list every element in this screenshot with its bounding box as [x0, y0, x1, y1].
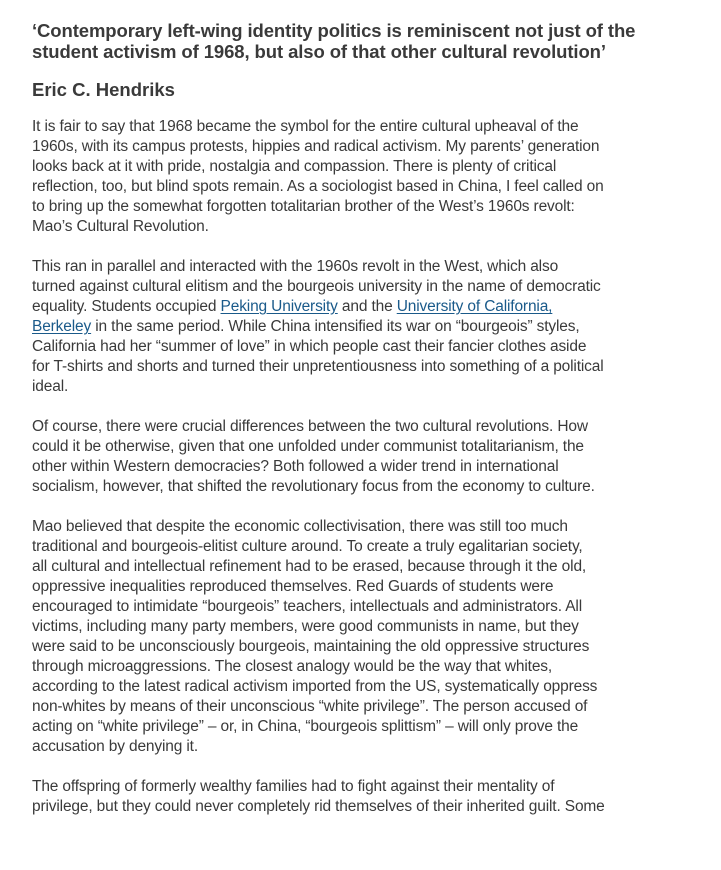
- paragraph-line: The offspring of formerly wealthy families had to fight against their mentality of: [32, 778, 555, 795]
- paragraph-3: [32, 417, 700, 497]
- paragraph-line: were said to be unconsciously bourgeois, maintaining the old oppressive structures: [32, 638, 590, 655]
- paragraph-line: It is fair to say that 1968 became the symbol for the entire cultural upheaval of the: [32, 118, 579, 135]
- article: [32, 20, 700, 817]
- paragraph-1: [32, 117, 700, 237]
- paragraph-line: This ran in parallel and interacted with the 1960s revolt in the West, which also: [32, 258, 559, 275]
- uc-berkeley-link[interactable]: University of California,: [396, 298, 553, 315]
- paragraph-line: non-whites by means of their unconscious “white privilege”. The person accused of: [32, 698, 588, 715]
- headline-line: student activism of 1968, but also of that other cultural revolution’: [32, 41, 606, 62]
- paragraph-4: [32, 517, 700, 757]
- paragraph-line: [32, 317, 700, 337]
- paragraph-line: looks back at it with pride, nostalgia and compassion. There is plenty of critical: [32, 158, 557, 175]
- paragraph-5: [32, 777, 700, 817]
- paragraph-line: encouraged to intimidate “bourgeois” teachers, intellectuals and administrators. All: [32, 598, 583, 615]
- paragraph-line: according to the latest radical activism imported from the US, systematically oppress: [32, 678, 598, 695]
- paragraph-2: [32, 257, 700, 397]
- paragraph-line: Mao’s Cultural Revolution.: [32, 218, 209, 235]
- paragraph-line: socialism, however, that shifted the revolutionary focus from the economy to culture.: [32, 478, 595, 495]
- paragraph-line: turned against cultural elitism and the bourgeois university in the name of democratic: [32, 278, 601, 295]
- paragraph-line: acting on “white privilege” – or, in China, “bourgeois splittism” – will only prove the: [32, 718, 579, 735]
- paragraph-line: through microaggressions. The closest analogy would be the way that whites,: [32, 658, 553, 675]
- paragraph-line: California had her “summer of love” in which people cast their fancier clothes aside: [32, 338, 587, 355]
- article-headline: [32, 20, 700, 62]
- uc-berkeley-link-continued[interactable]: Berkeley: [32, 318, 92, 335]
- paragraph-line: all cultural and intellectual refinement had to be erased, because through it the old,: [32, 558, 587, 575]
- paragraph-line: victims, including many party members, were good communists in name, but they: [32, 618, 579, 635]
- paragraph-line: Of course, there were crucial differences between the two cultural revolutions. How: [32, 418, 588, 435]
- paragraph-text: equality. Students occupied: [32, 298, 221, 315]
- author-name: Eric C. Hendriks: [32, 79, 175, 100]
- paragraph-line: to bring up the somewhat forgotten totalitarian brother of the West’s 1960s revolt:: [32, 198, 575, 215]
- paragraph-line: ideal.: [32, 378, 69, 395]
- paragraph-line: could it be otherwise, given that one unfolded under communist totalitarianism, the: [32, 438, 584, 455]
- paragraph-line: [32, 297, 700, 317]
- paragraph-line: oppressive inequalities reproduced themselves. Red Guards of students were: [32, 578, 554, 595]
- headline-line: ‘Contemporary left-wing identity politics is reminiscent not just of the: [32, 20, 636, 41]
- paragraph-line: other within Western democracies? Both followed a wider trend in international: [32, 458, 559, 475]
- paragraph-line: privilege, but they could never completely rid themselves of their inherited guilt. Some: [32, 798, 605, 815]
- paragraph-line: for T-shirts and shorts and turned their unpretentiousness into something of a political: [32, 358, 604, 375]
- paragraph-line: Mao believed that despite the economic collectivisation, there was still too much: [32, 518, 568, 535]
- peking-university-link[interactable]: Peking University: [220, 298, 338, 315]
- paragraph-line: reflection, too, but blind spots remain. As a sociologist based in China, I feel called on: [32, 178, 604, 195]
- paragraph-text: in the same period. While China intensified its war on “bourgeois” styles,: [91, 318, 580, 335]
- paragraph-line: 1960s, with its campus protests, hippies and radical activism. My parents’ generation: [32, 138, 600, 155]
- paragraph-text: and the: [337, 298, 397, 315]
- paragraph-line: accusation by denying it.: [32, 738, 198, 755]
- paragraph-line: traditional and bourgeois-elitist culture around. To create a truly egalitarian society,: [32, 538, 583, 555]
